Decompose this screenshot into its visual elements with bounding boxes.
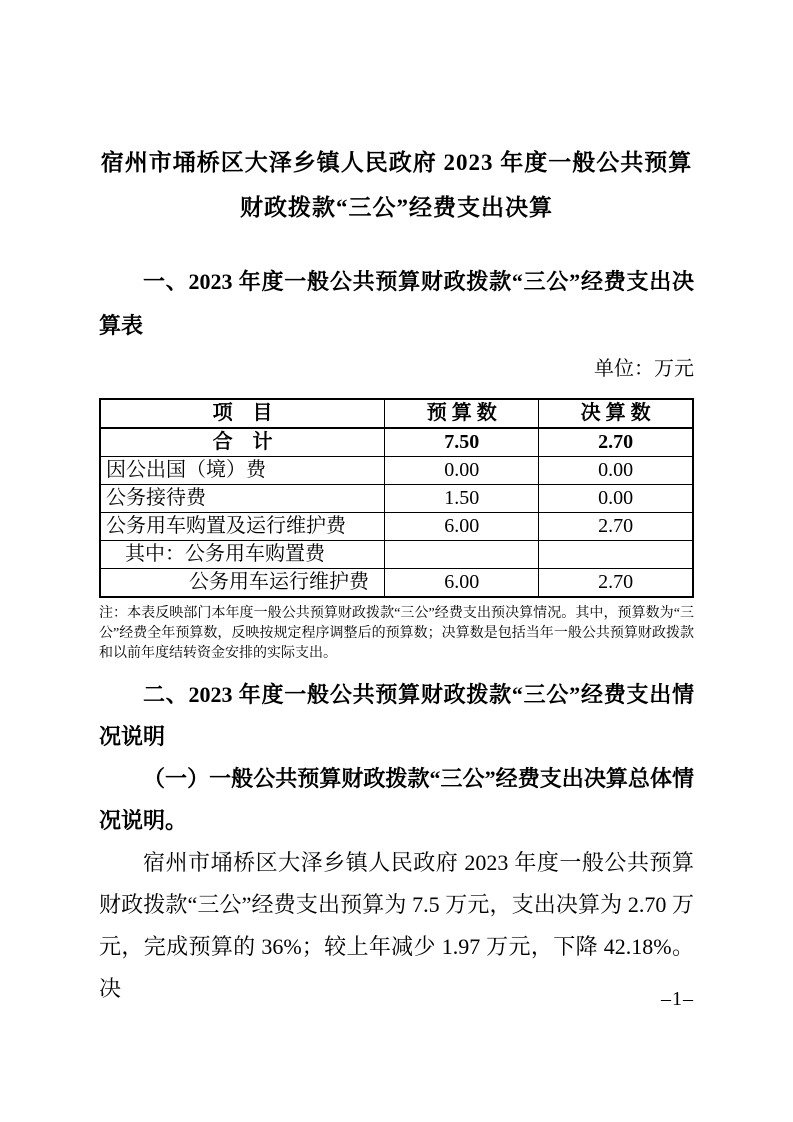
section-2-heading: 二、2023 年度一般公共预算财政拨款“三公”经费支出情况说明 (99, 682, 694, 749)
page-number: –1– (661, 988, 694, 1010)
budget-value: 7.50 (385, 428, 539, 457)
budget-value: 0.00 (385, 457, 539, 485)
table-header-row (100, 399, 693, 428)
budget-value: 1.50 (385, 485, 539, 513)
final-value: 2.70 (539, 428, 693, 457)
row-label: 公务接待费 (100, 485, 385, 513)
budget-value: 6.00 (385, 569, 539, 598)
table-row-total (100, 428, 693, 457)
column-header-item: 项 目 (100, 399, 385, 428)
final-value: 2.70 (539, 513, 693, 541)
table-row (100, 569, 693, 598)
unit-label: 单位：万元 (594, 358, 694, 380)
column-header-budget: 预 算 数 (385, 399, 539, 428)
subsection-1-heading: （一）一般公共预算财政拨款“三公”经费支出决算总体情况说明。 (99, 766, 694, 833)
row-label: 公务用车购置及运行维护费 (100, 513, 385, 541)
column-header-final: 决 算 数 (539, 399, 693, 428)
row-label: 因公出国（境）费 (100, 457, 385, 485)
final-value: 0.00 (539, 457, 693, 485)
table-note: 注：本表反映部门本年度一般公共预算财政拨款“三公”经费支出预决算情况。其中，预算数为“三公”经费全年预算数，反映按规定程序调整后的预算数；决算数是包括当年一般公共预算财政拨款和以前年度结转资金安排的实际支出。 (99, 606, 694, 661)
budget-value: 6.00 (385, 513, 539, 541)
title-line-2: 财政拨款“三公”经费支出决算 (240, 195, 553, 220)
row-label: 其中：公务用车购置费 (100, 541, 385, 569)
table-row (100, 457, 693, 485)
final-value: 2.70 (539, 569, 693, 598)
table-row (100, 513, 693, 541)
title-line-1: 宿州市埇桥区大泽乡镇人民政府 2023 年度一般公共预算 (100, 150, 693, 175)
budget-table (99, 398, 694, 598)
body-paragraph: 宿州市埇桥区大泽乡镇人民政府 2023 年度一般公共预算财政拨款“三公”经费支出预算为 7.5 万元，支出决算为 2.70 万元，完成预算的 36%；较上年减少 1.97 万元，下降 42.18%。决 (99, 850, 694, 1001)
final-value: 0.00 (539, 485, 693, 513)
row-label: 合 计 (100, 428, 385, 457)
table-row (100, 485, 693, 513)
row-label: 公务用车运行维护费 (100, 569, 385, 598)
budget-value (385, 541, 539, 569)
section-1-heading: 一、2023 年度一般公共预算财政拨款“三公”经费支出决算表 (99, 269, 694, 338)
table-row (100, 541, 693, 569)
document-title (99, 140, 694, 230)
final-value (539, 541, 693, 569)
